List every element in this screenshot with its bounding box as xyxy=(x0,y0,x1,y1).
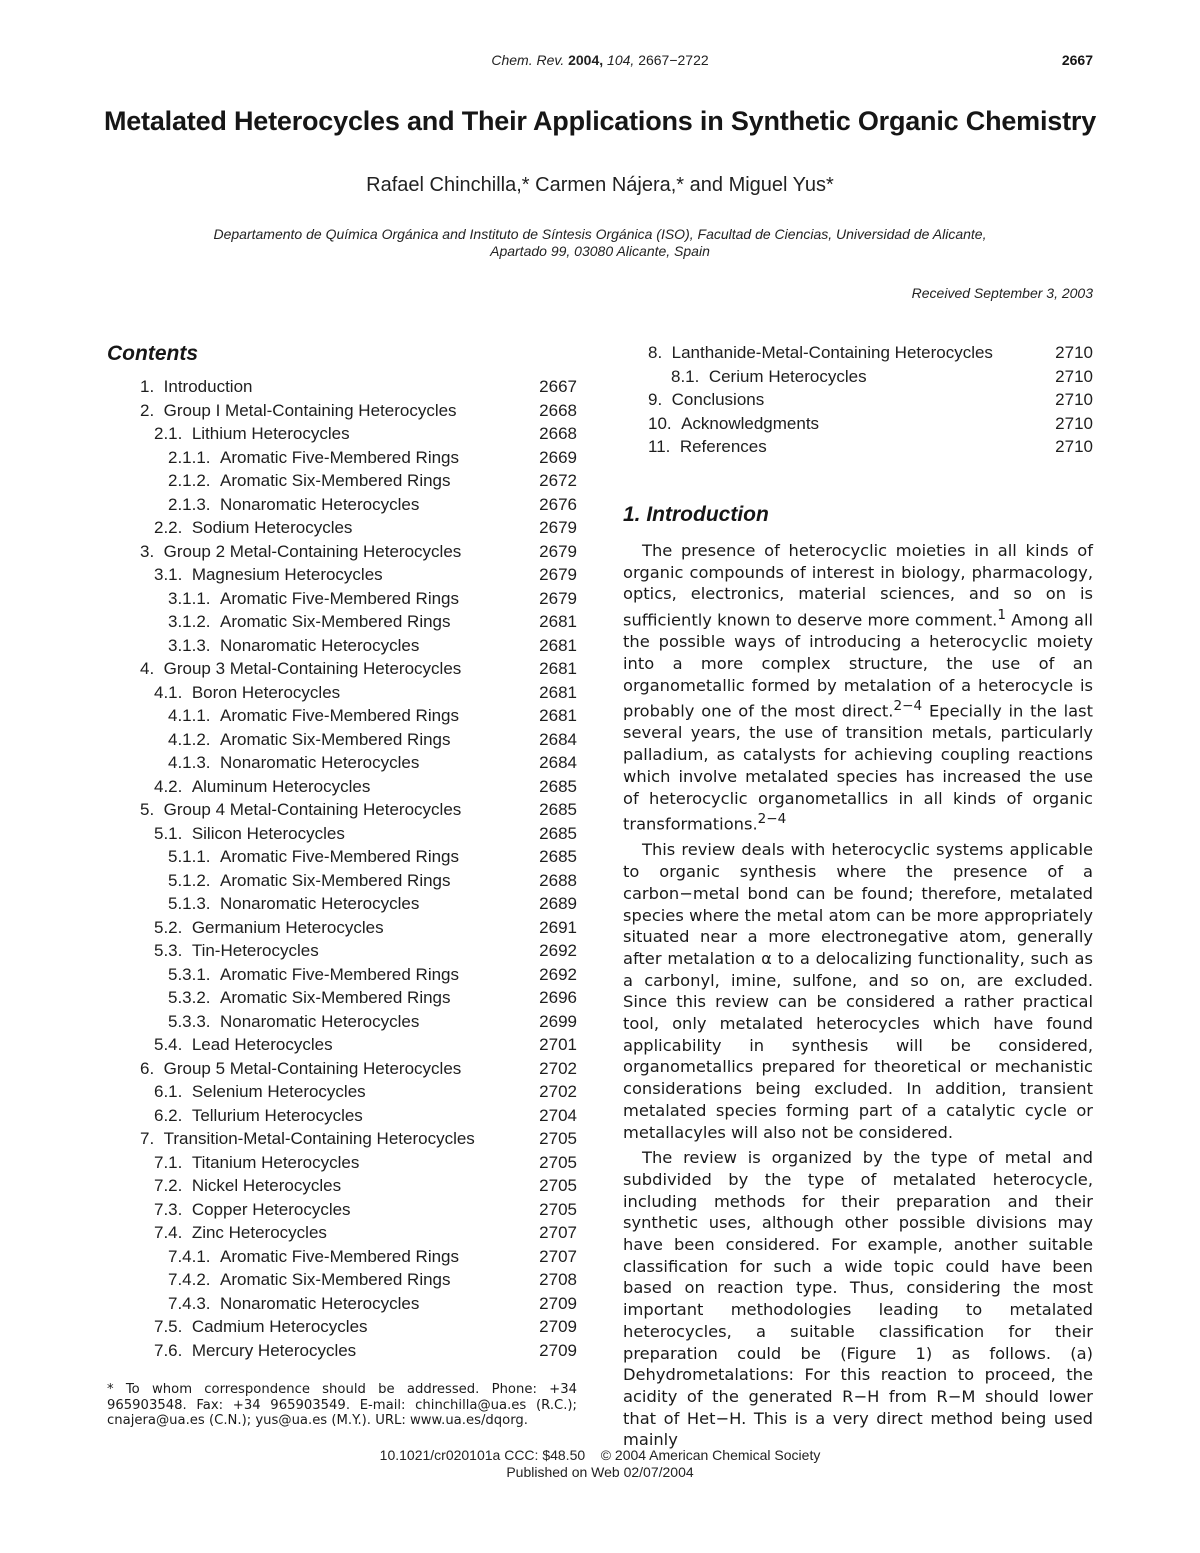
toc-entry[interactable] xyxy=(107,610,577,634)
toc-entry[interactable] xyxy=(623,365,1093,389)
toc-entry-page: 2710 xyxy=(1055,390,1093,409)
toc-entry-number: 5.2. xyxy=(154,917,183,937)
table-of-contents-left xyxy=(107,375,577,1362)
toc-entry-number: 5.3.1. xyxy=(168,964,211,984)
toc-entry-number: 3.1. xyxy=(154,565,183,584)
toc-entry-page: 2709 xyxy=(539,1340,577,1360)
toc-entry-label xyxy=(168,1010,419,1034)
toc-entry-title: Conclusions xyxy=(671,390,765,409)
toc-entry-title: Tellurium Heterocycles xyxy=(191,1105,363,1125)
toc-entry-label xyxy=(140,399,457,423)
toc-entry[interactable] xyxy=(107,963,577,987)
toc-entry-number: 7.5. xyxy=(154,1317,183,1336)
toc-entry-title: Aromatic Five-Membered Rings xyxy=(220,964,460,984)
toc-entry[interactable] xyxy=(107,375,577,399)
citation-ref[interactable]: 2−4 xyxy=(757,811,787,828)
toc-entry[interactable] xyxy=(623,435,1093,459)
section-heading-introduction: 1. Introduction xyxy=(623,503,769,526)
toc-entry-page: 2709 xyxy=(539,1293,577,1313)
toc-entry-label xyxy=(168,1245,459,1269)
toc-entry-number: 3.1.2. xyxy=(168,612,211,631)
toc-entry-label xyxy=(140,540,461,564)
toc-entry-number: 3. xyxy=(140,541,155,561)
toc-entry-number: 4. xyxy=(140,659,155,678)
toc-entry-label xyxy=(154,1033,333,1057)
toc-entry-number: 10. xyxy=(648,413,672,433)
toc-entry[interactable] xyxy=(107,751,577,775)
toc-entry-number: 3.1.3. xyxy=(168,635,211,655)
toc-entry-number: 5.1.3. xyxy=(168,894,211,913)
toc-entry-page: 2669 xyxy=(539,447,577,467)
toc-entry-number: 4.2. xyxy=(154,776,183,796)
toc-entry[interactable] xyxy=(107,798,577,822)
toc-entry-page: 2705 xyxy=(539,1152,577,1172)
toc-entry-number: 2.1.2. xyxy=(168,471,211,490)
toc-entry-number: 6. xyxy=(140,1058,155,1078)
toc-entry-page: 2684 xyxy=(539,729,577,749)
toc-entry[interactable] xyxy=(107,1268,577,1292)
toc-entry-label xyxy=(168,469,451,493)
toc-entry-page: 2685 xyxy=(539,823,577,843)
toc-entry-label xyxy=(168,587,459,611)
toc-entry[interactable] xyxy=(107,1080,577,1104)
toc-entry-number: 7.4.3. xyxy=(168,1293,211,1313)
toc-entry-page: 2707 xyxy=(539,1223,577,1242)
toc-entry-title: Introduction xyxy=(163,377,253,396)
toc-entry-number: 2.2. xyxy=(154,518,183,537)
toc-entry-number: 3.1.1. xyxy=(168,588,211,608)
toc-entry-page: 2705 xyxy=(539,1176,577,1195)
toc-entry-label xyxy=(154,563,383,587)
toc-entry-title: Copper Heterocycles xyxy=(191,1199,351,1219)
citation-ref[interactable]: 1 xyxy=(997,607,1006,624)
toc-entry-label xyxy=(140,798,461,822)
toc-entry-number: 1. xyxy=(140,377,155,396)
toc-entry-page: 2701 xyxy=(539,1035,577,1054)
toc-entry-page: 2696 xyxy=(539,988,577,1007)
toc-entry-title: Nonaromatic Heterocycles xyxy=(220,635,420,655)
affiliation-line-1: Departamento de Química Orgánica and Instituto de Síntesis Orgánica (ISO), Facultad de Ciencias, Universidad de Alicante, xyxy=(213,226,987,242)
toc-entry-title: Nonaromatic Heterocycles xyxy=(220,494,420,514)
toc-entry-title: Mercury Heterocycles xyxy=(191,1340,357,1360)
toc-entry-page: 2704 xyxy=(539,1105,577,1125)
toc-entry-page: 2681 xyxy=(539,635,577,655)
paragraph: The review is organized by the type of metal and subdivided by the type of metalated heterocycle, including methods for their preparation and their synthetic uses, although other possible divisions may have been considered. For example, another suitable classification for such a wide topic could have been based on reaction type. Thus, considering the most important methodologies leading to metalated heterocycles, a suitable classification for their preparation could be (Figure 1) as follows. (a) Dehydrometalations: For this reaction to proceed, the acidity of the generated R−H from R−M should lower that of Het−H. This is a very direct method being used mainly xyxy=(623,1148,1093,1450)
toc-entry[interactable] xyxy=(107,422,577,446)
toc-entry-title: Lithium Heterocycles xyxy=(191,424,350,443)
author-list: Rafael Chinchilla,* Carmen Nájera,* and Miguel Yus* xyxy=(366,174,834,196)
toc-entry-page: 2692 xyxy=(539,941,577,960)
toc-entry[interactable] xyxy=(107,1174,577,1198)
toc-entry[interactable] xyxy=(107,516,577,540)
affiliation-line-2: Apartado 99, 03080 Alicante, Spain xyxy=(490,243,710,259)
toc-entry-title: Selenium Heterocycles xyxy=(191,1082,366,1101)
toc-entry[interactable] xyxy=(107,1339,577,1363)
toc-entry-label xyxy=(154,1315,368,1339)
paragraph: This review deals with heterocyclic systems applicable to organic synthesis where the presence of a carbon−metal bond can be found; therefore, metalated species where the metal atom can be more appropriately situated near a more electronegative atom, generally after metalation α to a delocalizing functionality, such as a carbonyl, imine, sulfone, and so on, are excluded. Since this review can be considered a rather practical tool, only metalated heterocycles which have found applicability in synthesis will be considered, organometallics prepared for theoretical or mechanistic considerations being excluded. In addition, transient metalated species forming part of a catalytic cycle or metallacyles will also not be considered. xyxy=(623,840,1093,1142)
correspondence-footnote: * To whom correspondence should be addressed. Phone: +34 965903548. Fax: +34 965903549. E-mail: chinchilla@ua.es (R.C.); cnajera@ua.es (C.N.); yus@ua.es (M.Y.). URL: www.ua.es/dqorg. xyxy=(107,1382,577,1428)
toc-entry[interactable] xyxy=(107,1010,577,1034)
page-footer xyxy=(0,1447,1200,1481)
toc-entry-title: Aromatic Five-Membered Rings xyxy=(220,588,460,608)
toc-entry-page: 2710 xyxy=(1055,437,1093,456)
toc-entry[interactable] xyxy=(107,540,577,564)
toc-entry-title: Aluminum Heterocycles xyxy=(191,776,371,796)
toc-entry[interactable] xyxy=(107,1221,577,1245)
toc-entry[interactable] xyxy=(107,634,577,658)
toc-entry[interactable] xyxy=(107,399,577,423)
toc-entry[interactable] xyxy=(623,412,1093,436)
journal-year: 2004, xyxy=(568,52,604,68)
toc-entry-label xyxy=(168,963,459,987)
toc-entry-title: Tin-Heterocycles xyxy=(191,941,319,960)
toc-entry-title: Nonaromatic Heterocycles xyxy=(220,894,420,913)
toc-entry-page: 2702 xyxy=(539,1058,577,1078)
toc-entry-title: Aromatic Five-Membered Rings xyxy=(220,1246,460,1266)
toc-entry[interactable] xyxy=(107,1057,577,1081)
toc-entry-label xyxy=(168,751,419,775)
toc-entry[interactable] xyxy=(107,1198,577,1222)
toc-entry-page: 2708 xyxy=(539,1270,577,1289)
toc-entry-page: 2679 xyxy=(539,518,577,537)
toc-entry-label xyxy=(154,422,350,446)
toc-entry-label xyxy=(154,939,319,963)
toc-entry-page: 2681 xyxy=(539,682,577,702)
toc-entry[interactable] xyxy=(107,469,577,493)
table-of-contents-right xyxy=(623,341,1093,459)
toc-entry-title: Group 2 Metal-Containing Heterocycles xyxy=(163,541,462,561)
doi-copyright: 10.1021/cr020101a CCC: $48.50 © 2004 American Chemical Society xyxy=(379,1447,821,1463)
journal-pages: 2667−2722 xyxy=(638,52,709,68)
toc-entry-title: References xyxy=(679,437,767,456)
toc-entry-title: Sodium Heterocycles xyxy=(191,518,353,537)
toc-entry-number: 7. xyxy=(140,1129,155,1148)
toc-entry-label xyxy=(168,704,459,728)
published-date: Published on Web 02/07/2004 xyxy=(506,1464,694,1480)
toc-entry-label xyxy=(140,1057,461,1081)
toc-entry-title: Germanium Heterocycles xyxy=(191,917,384,937)
toc-entry[interactable] xyxy=(107,775,577,799)
toc-entry-title: Group I Metal-Containing Heterocycles xyxy=(163,400,457,420)
toc-entry-label xyxy=(168,610,451,634)
toc-entry-label xyxy=(168,728,451,752)
toc-entry-page: 2681 xyxy=(539,612,577,631)
page-number: 2667 xyxy=(1061,52,1093,68)
toc-entry-label xyxy=(648,388,764,412)
toc-entry[interactable] xyxy=(107,704,577,728)
toc-entry-number: 5.1.2. xyxy=(168,870,211,890)
toc-entry-label xyxy=(168,493,419,517)
toc-entry-label xyxy=(168,986,451,1010)
toc-entry-title: Aromatic Five-Membered Rings xyxy=(220,706,460,725)
toc-entry-page: 2699 xyxy=(539,1011,577,1031)
toc-entry-page: 2679 xyxy=(539,588,577,608)
toc-entry-title: Acknowledgments xyxy=(681,413,820,433)
toc-entry[interactable] xyxy=(107,681,577,705)
toc-entry-page: 2707 xyxy=(539,1246,577,1266)
toc-entry-title: Zinc Heterocycles xyxy=(191,1223,327,1242)
article-title: Metalated Heterocycles and Their Applications in Synthetic Organic Chemistry xyxy=(103,106,1097,136)
toc-entry-number: 6.2. xyxy=(154,1105,183,1125)
journal-volume: 104, xyxy=(607,52,635,68)
toc-entry-label xyxy=(168,1292,419,1316)
toc-entry[interactable] xyxy=(107,1127,577,1151)
toc-entry-number: 6.1. xyxy=(154,1082,183,1101)
toc-entry-label xyxy=(140,375,252,399)
toc-entry[interactable] xyxy=(107,493,577,517)
toc-entry-number: 8. xyxy=(648,343,663,362)
toc-entry[interactable] xyxy=(107,1151,577,1175)
toc-entry-title: Aromatic Six-Membered Rings xyxy=(220,612,451,631)
toc-entry-page: 2702 xyxy=(539,1082,577,1101)
toc-entry[interactable] xyxy=(107,939,577,963)
toc-entry-title: Boron Heterocycles xyxy=(191,682,341,702)
toc-entry-page: 2681 xyxy=(539,706,577,725)
toc-entry-title: Lead Heterocycles xyxy=(191,1035,333,1054)
toc-entry-number: 7.3. xyxy=(154,1199,183,1219)
toc-entry-page: 2689 xyxy=(539,894,577,913)
toc-entry-page: 2685 xyxy=(539,800,577,819)
toc-entry-title: Cadmium Heterocycles xyxy=(191,1317,368,1336)
toc-entry[interactable] xyxy=(107,1033,577,1057)
toc-entry-label xyxy=(168,892,419,916)
toc-entry-page: 2672 xyxy=(539,471,577,490)
affiliation xyxy=(150,226,1050,260)
toc-entry-page: 2709 xyxy=(539,1317,577,1336)
toc-entry-label xyxy=(140,657,461,681)
toc-entry-label xyxy=(154,1198,351,1222)
toc-entry-page: 2685 xyxy=(539,847,577,866)
toc-entry-title: Titanium Heterocycles xyxy=(191,1152,360,1172)
toc-entry-label xyxy=(154,1151,359,1175)
toc-entry-page: 2692 xyxy=(539,964,577,984)
toc-entry-number: 7.4. xyxy=(154,1223,183,1242)
toc-entry-number: 2.1.1. xyxy=(168,447,211,467)
toc-entry-number: 4.1. xyxy=(154,682,183,702)
toc-entry-title: Group 4 Metal-Containing Heterocycles xyxy=(163,800,462,819)
toc-entry-page: 2668 xyxy=(539,424,577,443)
contents-heading: Contents xyxy=(107,342,198,365)
toc-entry[interactable] xyxy=(623,341,1093,365)
toc-entry-number: 7.6. xyxy=(154,1340,183,1360)
toc-entry-page: 2668 xyxy=(539,400,577,420)
toc-entry[interactable] xyxy=(107,869,577,893)
toc-entry[interactable] xyxy=(107,1104,577,1128)
toc-entry-page: 2705 xyxy=(539,1199,577,1219)
toc-entry[interactable] xyxy=(107,1245,577,1269)
toc-entry-number: 5.1. xyxy=(154,823,183,843)
toc-entry-page: 2710 xyxy=(1055,343,1093,362)
citation-ref[interactable]: 2−4 xyxy=(893,698,923,715)
toc-entry-title: Nonaromatic Heterocycles xyxy=(220,1011,420,1031)
toc-entry-title: Group 3 Metal-Containing Heterocycles xyxy=(163,659,462,678)
toc-entry-label xyxy=(140,1127,475,1151)
received-date: Received September 3, 2003 xyxy=(911,285,1093,301)
toc-entry-label xyxy=(168,845,459,869)
toc-entry-page: 2688 xyxy=(539,870,577,890)
toc-entry[interactable] xyxy=(107,1292,577,1316)
paragraph: The presence of heterocyclic moieties in all kinds of organic compounds of interest in biology, pharmacology, optics, electronics, material sciences, and so on is sufficiently known to deserve more comment.$^1$ Among all the possible ways of introducing a heterocyclic moiety into a more complex structure, the use of an organometallic formed by metalation of a heterocycle is probably one of the most direct.$^{2-4}$ Epecially in the last several years, the use of transition metals, particularly palladium, as catalysts for achieving coupling reactions which involve metalated species has increased the use of heterocyclic organometallics in all kinds of organic transformations.$^{2-4}$ xyxy=(623,541,1094,834)
toc-entry-label xyxy=(154,822,345,846)
toc-entry-label xyxy=(671,365,867,389)
toc-entry-label xyxy=(154,1104,363,1128)
toc-entry[interactable] xyxy=(107,657,577,681)
toc-entry-label xyxy=(154,1339,356,1363)
toc-entry-page: 2705 xyxy=(539,1129,577,1148)
toc-entry-page: 2710 xyxy=(1055,366,1093,386)
toc-entry-number: 7.2. xyxy=(154,1176,183,1195)
toc-entry-number: 2.1.3. xyxy=(168,494,211,514)
toc-entry-number: 2. xyxy=(140,400,155,420)
toc-entry-number: 7.4.2. xyxy=(168,1270,211,1289)
toc-entry-page: 2681 xyxy=(539,659,577,678)
toc-entry-number: 7.4.1. xyxy=(168,1246,211,1266)
toc-entry-title: Aromatic Six-Membered Rings xyxy=(220,471,451,490)
toc-entry-number: 5.3. xyxy=(154,941,183,960)
toc-entry-number: 4.1.2. xyxy=(168,729,211,749)
toc-entry[interactable] xyxy=(107,892,577,916)
toc-entry-page: 2684 xyxy=(539,753,577,772)
toc-entry-title: Magnesium Heterocycles xyxy=(191,565,383,584)
toc-entry-page: 2685 xyxy=(539,776,577,796)
toc-entry-label xyxy=(168,869,451,893)
toc-entry-label xyxy=(168,1268,451,1292)
toc-entry-page: 2710 xyxy=(1055,413,1093,433)
toc-entry-title: Cerium Heterocycles xyxy=(708,366,867,386)
toc-entry-label xyxy=(648,412,819,436)
toc-entry-title: Aromatic Five-Membered Rings xyxy=(220,847,460,866)
toc-entry-label xyxy=(154,1080,366,1104)
toc-entry[interactable] xyxy=(107,916,577,940)
toc-entry-title: Nonaromatic Heterocycles xyxy=(220,753,420,772)
journal-name: Chem. Rev. xyxy=(491,52,565,68)
toc-entry-number: 5. xyxy=(140,800,155,819)
toc-entry-label xyxy=(154,681,340,705)
toc-entry[interactable] xyxy=(107,563,577,587)
toc-entry-number: 8.1. xyxy=(671,366,700,386)
toc-entry-label xyxy=(648,341,993,365)
toc-entry-title: Group 5 Metal-Containing Heterocycles xyxy=(163,1058,462,1078)
toc-entry-number: 2.1. xyxy=(154,424,183,443)
toc-entry-title: Aromatic Six-Membered Rings xyxy=(220,988,451,1007)
toc-entry-label xyxy=(168,446,459,470)
toc-entry-number: 9. xyxy=(648,390,663,409)
toc-entry[interactable] xyxy=(107,986,577,1010)
toc-entry-title: Aromatic Six-Membered Rings xyxy=(220,870,451,890)
toc-entry-number: 5.3.3. xyxy=(168,1011,211,1031)
toc-entry[interactable] xyxy=(107,587,577,611)
toc-entry[interactable] xyxy=(623,388,1093,412)
toc-entry-page: 2691 xyxy=(539,917,577,937)
toc-entry-label xyxy=(648,435,767,459)
toc-entry-page: 2679 xyxy=(539,565,577,584)
toc-entry-title: Transition-Metal-Containing Heterocycles xyxy=(163,1129,475,1148)
toc-entry-number: 5.1.1. xyxy=(168,847,211,866)
toc-entry-page: 2667 xyxy=(539,377,577,396)
toc-entry-title: Nickel Heterocycles xyxy=(191,1176,342,1195)
toc-entry[interactable] xyxy=(107,446,577,470)
toc-entry-title: Silicon Heterocycles xyxy=(191,823,345,843)
toc-entry-title: Nonaromatic Heterocycles xyxy=(220,1293,420,1313)
toc-entry-label xyxy=(168,634,419,658)
toc-entry-label xyxy=(154,1221,327,1245)
toc-entry-page: 2679 xyxy=(539,541,577,561)
toc-entry-title: Aromatic Six-Membered Rings xyxy=(220,1270,451,1289)
toc-entry-page: 2676 xyxy=(539,494,577,514)
toc-entry-label xyxy=(154,916,384,940)
toc-entry-number: 7.1. xyxy=(154,1152,183,1172)
journal-citation xyxy=(0,52,1200,68)
toc-entry[interactable] xyxy=(107,822,577,846)
toc-entry-label xyxy=(154,516,352,540)
toc-entry[interactable] xyxy=(107,845,577,869)
toc-entry-number: 11. xyxy=(648,437,671,456)
toc-entry[interactable] xyxy=(107,728,577,752)
toc-entry-title: Lanthanide-Metal-Containing Heterocycles xyxy=(671,343,993,362)
toc-entry-title: Aromatic Five-Membered Rings xyxy=(220,447,460,467)
toc-entry-number: 4.1.1. xyxy=(168,706,211,725)
toc-entry-title: Aromatic Six-Membered Rings xyxy=(220,729,451,749)
toc-entry[interactable] xyxy=(107,1315,577,1339)
toc-entry-number: 5.4. xyxy=(154,1035,183,1054)
toc-entry-number: 4.1.3. xyxy=(168,753,211,772)
introduction-body xyxy=(623,540,1093,1455)
toc-entry-label xyxy=(154,1174,341,1198)
toc-entry-label xyxy=(154,775,370,799)
toc-entry-number: 5.3.2. xyxy=(168,988,211,1007)
